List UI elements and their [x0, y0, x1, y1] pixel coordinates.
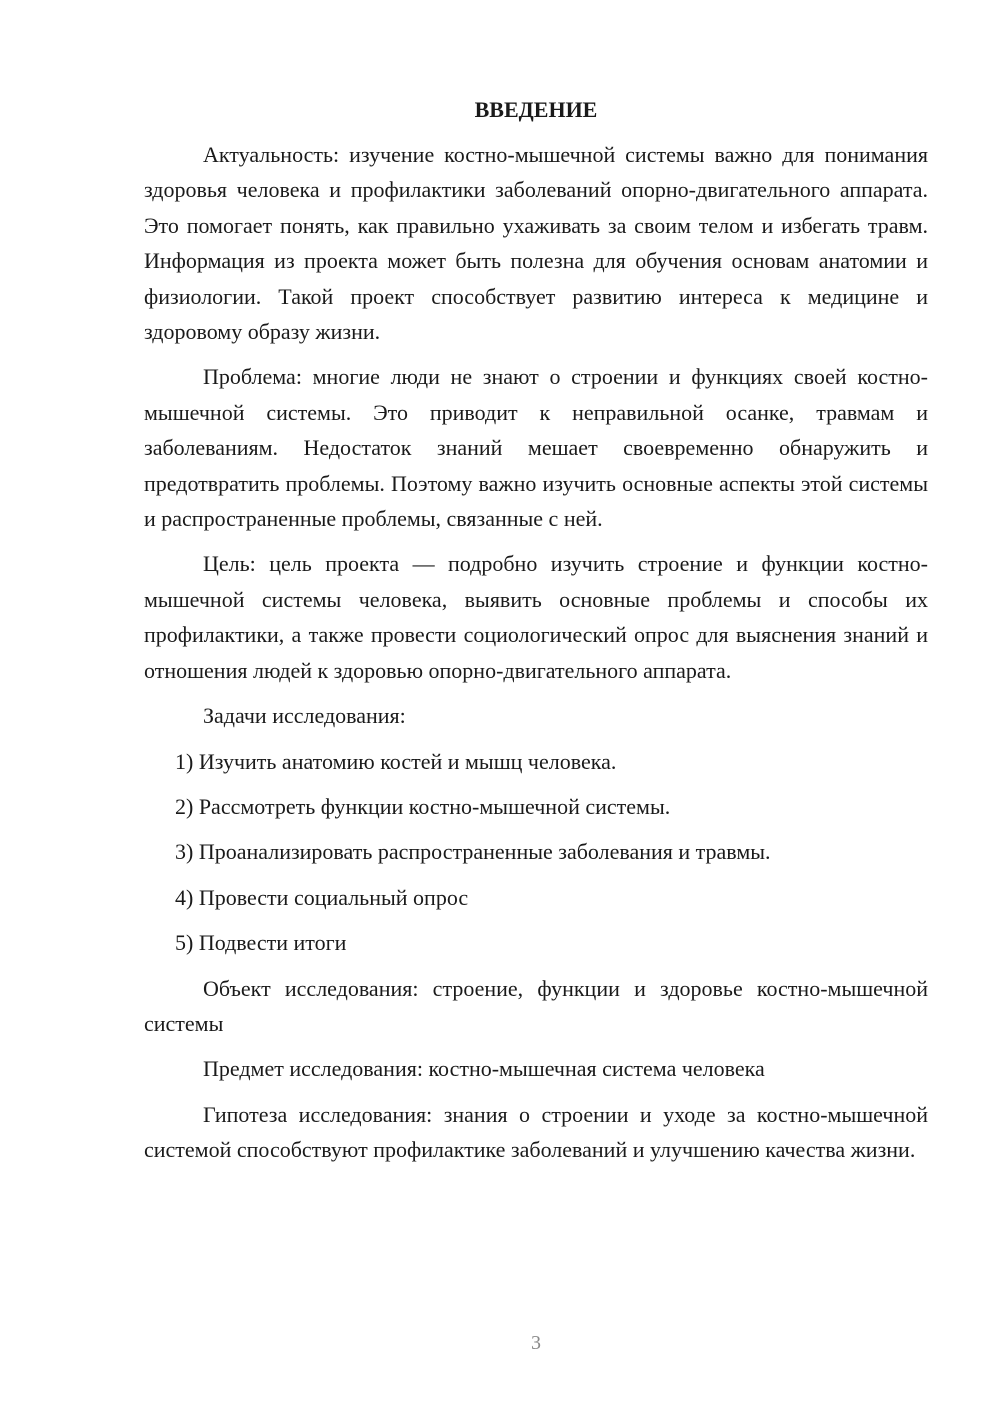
tasks-list — [144, 744, 928, 961]
goal-paragraph: Цель: цель проекта — подробно изучить строение и функции костно-мышечной системы человека, выявить основные проблемы и способы их профилактики, а также провести социологический опрос для выяснения знаний и отношения людей к здоровью опорно-двигательного аппарата. — [144, 551, 928, 683]
document-page — [144, 92, 928, 1178]
page-number: 3 — [531, 1332, 541, 1354]
page-title: ВВЕДЕНИЕ — [474, 97, 598, 122]
tasks-heading: Задачи исследования: — [203, 703, 406, 729]
task-item: 4) Провести социальный опрос — [175, 884, 469, 910]
relevance-paragraph: Актуальность: изучение костно-мышечной системы важно для понимания здоровья человека и профилактики заболеваний опорно-двигательного аппарата. Это помогает понять, как правильно ухаживать за своим телом и избегать травм. Информация из проекта может быть полезна для обучения основам анатомии и физиологии. Такой проект способствует развитию интереса к медицине и здоровому образу жизни. — [144, 142, 928, 345]
task-item: 2) Рассмотреть функции костно-мышечной системы. — [175, 793, 671, 819]
task-item: 1) Изучить анатомию костей и мышц человека. — [175, 748, 617, 774]
object-paragraph: Объект исследования: строение, функции и здоровье костно-мышечной системы — [144, 975, 928, 1036]
task-item: 5) Подвести итоги — [175, 930, 347, 956]
subject-paragraph: Предмет исследования: костно-мышечная система человека — [203, 1056, 765, 1082]
problem-paragraph: Проблема: многие люди не знают о строении и функциях своей костно-мышечной системы. Это приводит к неправильной осанке, травмам и заболеваниям. Недостаток знаний мешает своевременно обнаружить и предотвратить проблемы. Поэтому важно изучить основные аспекты этой системы и распространенные проблемы, связанные с ней. — [144, 364, 928, 532]
hypothesis-paragraph: Гипотеза исследования: знания о строении и уходе за костно-мышечной системой способствуют профилактике заболеваний и улучшению качества жизни. — [144, 1101, 928, 1163]
task-item: 3) Проанализировать распространенные заболевания и травмы. — [175, 839, 771, 865]
